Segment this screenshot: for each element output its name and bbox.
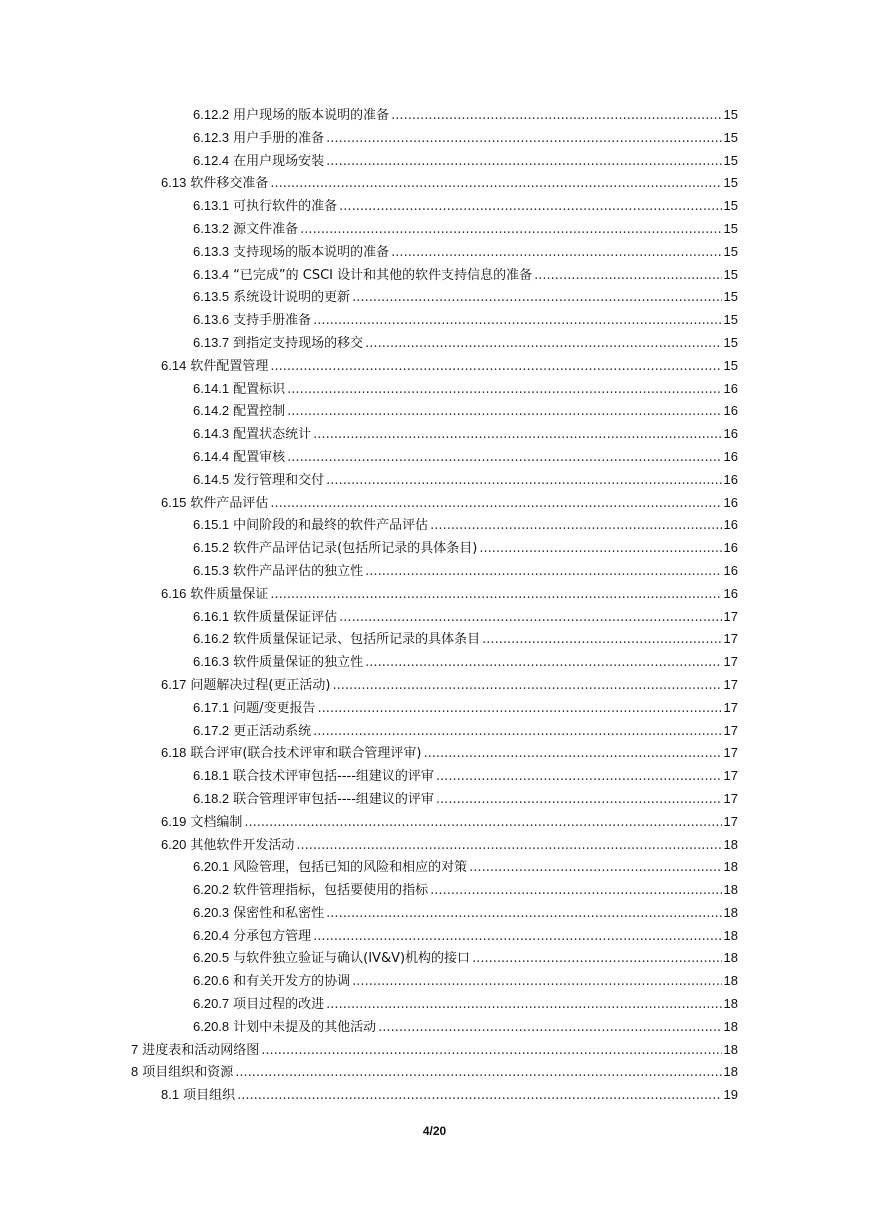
toc-entry-title: 问题解决过程(更正活动)	[190, 677, 331, 693]
toc-entry-number: 6.13.5	[193, 289, 230, 305]
dot-leader	[326, 128, 721, 151]
toc-entry-content	[193, 150, 738, 174]
toc-entry-page: 15	[723, 152, 738, 168]
toc-entry-title: “已完成”的 CSCI 设计和其他的软件支持信息的准备	[233, 267, 533, 283]
toc-entry[interactable]	[0, 560, 869, 583]
dot-leader	[296, 835, 721, 858]
toc-entry-title: 在用户现场安装	[233, 153, 325, 169]
toc-entry-content	[193, 947, 738, 971]
dot-leader	[270, 584, 721, 607]
toc-entry-number: 6.13.3	[193, 243, 230, 259]
dot-leader	[339, 607, 721, 630]
toc-entry-content	[193, 241, 738, 265]
toc-entry-number: 6.18	[161, 745, 187, 761]
dot-leader	[313, 926, 721, 949]
toc-entry-title: 用户现场的版本说明的准备	[233, 108, 390, 123]
toc-entry-number: 6.14	[161, 357, 187, 373]
toc-entry-number: 7	[131, 1041, 139, 1057]
toc-entry-page: 16	[723, 448, 738, 464]
toc-entry[interactable]	[0, 355, 869, 378]
toc-entry-title: 项目过程的改进	[233, 997, 325, 1013]
toc-entry-content	[193, 264, 738, 288]
toc-entry-content	[193, 127, 738, 151]
dot-leader	[237, 1085, 721, 1108]
toc-entry-content	[193, 902, 738, 926]
toc-entry-page: 17	[723, 676, 738, 692]
toc-entry-number: 6.12.3	[193, 129, 230, 145]
toc-entry-page: 15	[723, 198, 738, 214]
toc-entry-page: 18	[723, 836, 738, 852]
dot-leader	[313, 424, 721, 447]
toc-entry-page: 18	[723, 859, 738, 875]
dot-leader	[479, 538, 721, 561]
toc-entry-number: 6.13.1	[193, 198, 230, 214]
toc-entry-number: 6.15.2	[193, 540, 230, 556]
toc-entry-page: 16	[723, 403, 738, 419]
toc-entry-content	[193, 423, 738, 447]
toc-entry[interactable]	[0, 195, 869, 218]
dot-leader	[352, 287, 721, 310]
toc-entry-content	[193, 514, 738, 538]
dot-leader	[430, 515, 721, 538]
dot-leader	[436, 789, 722, 812]
dot-leader	[318, 698, 722, 721]
toc-entry-number: 6.13.4	[193, 266, 230, 282]
toc-entry-number: 6.20.7	[193, 996, 230, 1012]
toc-entry[interactable]	[0, 1061, 869, 1084]
toc-entry-content	[193, 446, 738, 470]
toc-entry-content	[193, 925, 738, 949]
toc-entry-page: 17	[723, 631, 738, 647]
toc-entry-page: 15	[723, 220, 738, 236]
dot-leader	[352, 971, 721, 994]
toc-entry-number: 6.16.3	[193, 654, 230, 670]
toc-entry[interactable]	[0, 583, 869, 606]
toc-entry[interactable]	[0, 697, 869, 720]
toc-entry-page: 15	[723, 107, 738, 122]
toc-entry-number: 6.16	[161, 585, 187, 601]
toc-entry-title: 问题/变更报告	[233, 700, 316, 716]
toc-entry-title: 软件质量保证评估	[233, 609, 338, 625]
dot-leader	[270, 493, 721, 516]
toc-entry-content	[161, 742, 738, 766]
toc-entry[interactable]	[0, 742, 869, 765]
toc-entry-number: 6.20.3	[193, 904, 230, 920]
toc-entry-content	[193, 993, 738, 1017]
toc-entry[interactable]	[0, 1084, 869, 1107]
toc-entry-content	[193, 856, 738, 880]
toc-entry-title: 联合评审(联合技术评审和联合管理评审)	[190, 746, 422, 762]
toc-entry-content	[161, 1084, 738, 1108]
toc-entry-title: 计划中未提及的其他活动	[233, 1019, 377, 1035]
toc-entry-title: 可执行软件的准备	[233, 199, 338, 215]
dot-leader	[482, 629, 721, 652]
toc-entry-page: 18	[723, 996, 738, 1012]
dot-leader	[365, 561, 721, 584]
toc-entry[interactable]	[0, 788, 869, 811]
dot-leader	[339, 196, 721, 219]
dot-leader	[244, 812, 721, 835]
toc-entry[interactable]	[0, 720, 869, 743]
dot-leader	[332, 675, 721, 698]
toc-entry[interactable]	[0, 446, 869, 469]
toc-entry-title: 联合技术评审包括----组建议的评审	[233, 769, 434, 785]
dot-leader	[300, 219, 721, 242]
toc-entry-title: 发行管理和交付	[233, 472, 325, 488]
toc-entry[interactable]	[0, 309, 869, 332]
toc-entry-title: 与软件独立验证与确认(IV&V)机构的接口	[233, 951, 471, 967]
toc-entry-number: 6.20.1	[193, 859, 230, 875]
toc-entry-number: 6.14.5	[193, 471, 230, 487]
toc-entry-number: 6.20.6	[193, 973, 230, 989]
toc-entry-title: 软件产品评估	[190, 495, 269, 511]
toc-entry-content	[193, 720, 738, 744]
toc-entry-page: 15	[723, 243, 738, 259]
dot-leader	[391, 105, 721, 128]
toc-entry-page: 18	[723, 904, 738, 920]
toc-entry[interactable]	[0, 993, 869, 1016]
toc-entry-page: 15	[723, 289, 738, 305]
toc-entry-number: 6.15.1	[193, 517, 230, 533]
toc-entry-content	[161, 355, 738, 379]
toc-entry-title: 其他软件开发活动	[190, 837, 295, 853]
toc-entry-page: 18	[723, 882, 738, 898]
toc-entry-title: 项目组织和资源	[142, 1065, 234, 1081]
toc-entry-title: 和有关开发方的协调	[233, 974, 351, 990]
toc-entry-number: 6.20.4	[193, 927, 230, 943]
toc-entry-number: 6.14.1	[193, 380, 230, 396]
dot-leader	[430, 880, 721, 903]
dot-leader	[472, 948, 721, 971]
toc-entry-number: 6.19	[161, 813, 187, 829]
toc-entry-page: 18	[723, 927, 738, 943]
toc-entry-content	[161, 492, 738, 516]
toc-entry-page: 15	[723, 312, 738, 328]
dot-leader	[469, 857, 721, 880]
toc-entry[interactable]	[0, 332, 869, 355]
toc-entry[interactable]	[0, 1016, 869, 1039]
toc-entry-title: 文档编制	[190, 814, 243, 830]
toc-entry-content	[131, 1061, 738, 1085]
toc-entry-number: 6.15	[161, 494, 187, 510]
toc-entry-content	[193, 469, 738, 493]
toc-entry-title: 软件产品评估的独立性	[233, 563, 364, 579]
toc-entry-title: 配置控制	[233, 404, 286, 420]
toc-entry[interactable]	[0, 811, 869, 834]
toc-entry-title: 联合管理评审包括----组建议的评审	[233, 791, 434, 807]
toc-entry-number: 6.18.1	[193, 768, 230, 784]
toc-entry-content	[193, 1016, 738, 1040]
toc-entry-content	[193, 218, 738, 242]
toc-entry-title: 支持手册准备	[233, 313, 312, 329]
toc-entry[interactable]	[0, 674, 869, 697]
table-of-contents	[0, 104, 869, 1107]
toc-entry-page: 15	[723, 266, 738, 282]
toc-entry-title: 配置标识	[233, 381, 286, 397]
toc-entry[interactable]	[0, 241, 869, 264]
toc-entry-page: 17	[723, 790, 738, 806]
toc-entry-content	[193, 628, 738, 652]
toc-entry-page: 17	[723, 722, 738, 738]
toc-entry-page: 17	[723, 745, 738, 761]
toc-entry-content	[193, 332, 738, 356]
toc-entry-content	[193, 286, 738, 310]
toc-entry[interactable]	[0, 856, 869, 879]
dot-leader	[378, 1017, 721, 1040]
toc-entry[interactable]	[0, 606, 869, 629]
dot-leader	[313, 310, 721, 333]
toc-entry-page: 15	[723, 175, 738, 191]
toc-entry-content	[193, 195, 738, 219]
toc-entry-number: 6.14.4	[193, 448, 230, 464]
toc-entry-number: 6.13.2	[193, 220, 230, 236]
toc-entry-page: 18	[723, 1041, 738, 1057]
toc-entry-number: 6.20.2	[193, 882, 230, 898]
toc-entry-content	[161, 834, 738, 858]
toc-entry[interactable]	[0, 970, 869, 993]
toc-entry[interactable]	[0, 150, 869, 173]
dot-leader	[287, 379, 721, 402]
toc-entry-page: 17	[723, 608, 738, 624]
toc-entry[interactable]	[0, 400, 869, 423]
toc-entry-page: 17	[723, 813, 738, 829]
toc-entry-title: 分承包方管理	[233, 928, 312, 944]
toc-entry-title: 软件管理指标，包括要使用的指标	[233, 883, 429, 899]
toc-entry-title: 更正活动系统	[233, 723, 312, 739]
dot-leader	[436, 766, 722, 789]
toc-entry-content	[161, 172, 738, 196]
toc-entry-page: 18	[723, 950, 738, 966]
toc-entry-title: 用户手册的准备	[233, 130, 325, 146]
dot-leader	[534, 265, 721, 288]
dot-leader	[235, 1062, 721, 1085]
dot-leader	[423, 743, 721, 766]
toc-entry[interactable]	[0, 537, 869, 560]
toc-entry[interactable]	[0, 286, 869, 309]
toc-entry-page: 16	[723, 426, 738, 442]
toc-entry[interactable]	[0, 264, 869, 287]
toc-entry-title: 源文件准备	[233, 221, 299, 237]
toc-entry-content	[193, 378, 738, 402]
toc-entry[interactable]	[0, 378, 869, 401]
toc-entry[interactable]	[0, 765, 869, 788]
toc-entry-page: 16	[723, 540, 738, 556]
toc-entry-title: 软件移交准备	[190, 176, 269, 192]
toc-entry-content	[193, 400, 738, 424]
toc-entry-content	[193, 651, 738, 675]
toc-entry-content	[193, 788, 738, 812]
toc-entry-content	[161, 674, 738, 698]
toc-entry-title: 支持现场的版本说明的准备	[233, 244, 390, 260]
toc-entry-content	[193, 537, 738, 561]
dot-leader	[326, 994, 721, 1017]
toc-entry-number: 6.14.3	[193, 426, 230, 442]
toc-entry-content	[161, 583, 738, 607]
toc-entry[interactable]	[0, 127, 869, 150]
toc-entry-number: 6.17.1	[193, 699, 230, 715]
toc-entry-title: 软件配置管理	[190, 358, 269, 374]
toc-entry-content	[193, 606, 738, 630]
toc-entry-content	[161, 811, 738, 835]
toc-entry-title: 到指定支持现场的移交	[233, 335, 364, 351]
dot-leader	[313, 721, 721, 744]
toc-entry[interactable]	[0, 492, 869, 515]
dot-leader	[261, 1040, 721, 1063]
toc-entry-content	[193, 970, 738, 994]
toc-entry[interactable]	[0, 104, 869, 127]
toc-entry-page: 19	[723, 1087, 738, 1103]
toc-entry-content	[131, 1039, 738, 1063]
toc-entry[interactable]	[0, 628, 869, 651]
toc-entry-page: 15	[723, 334, 738, 350]
toc-entry-content	[193, 560, 738, 584]
toc-entry-page: 18	[723, 1064, 738, 1080]
toc-entry-number: 6.13.7	[193, 334, 230, 350]
toc-entry-title: 进度表和活动网络图	[142, 1042, 260, 1058]
toc-entry-title: 系统设计说明的更新	[233, 290, 351, 306]
toc-entry-number: 6.13.6	[193, 312, 230, 328]
toc-entry-number: 6.13	[161, 175, 187, 191]
toc-entry-page: 17	[723, 768, 738, 784]
toc-entry-page: 15	[723, 357, 738, 373]
dot-leader	[326, 903, 721, 926]
toc-entry-title: 软件质量保证	[190, 586, 269, 602]
dot-leader	[391, 242, 721, 265]
toc-entry-content	[193, 879, 738, 903]
toc-entry[interactable]	[0, 469, 869, 492]
dot-leader	[270, 356, 721, 379]
dot-leader	[287, 447, 721, 470]
toc-entry-page: 16	[723, 494, 738, 510]
toc-entry-number: 6.17	[161, 676, 187, 692]
toc-entry[interactable]	[0, 902, 869, 925]
toc-entry-page: 17	[723, 699, 738, 715]
toc-entry-number: 6.14.2	[193, 403, 230, 419]
toc-entry-title: 配置审核	[233, 449, 286, 465]
toc-entry-content	[193, 765, 738, 789]
toc-entry-title: 配置状态统计	[233, 427, 312, 443]
toc-entry[interactable]	[0, 514, 869, 537]
dot-leader	[326, 470, 721, 493]
toc-entry-number: 6.20.8	[193, 1018, 230, 1034]
dot-leader	[365, 652, 721, 675]
toc-entry-title: 项目组织	[183, 1088, 236, 1104]
toc-entry-number: 8.1	[161, 1087, 180, 1103]
toc-entry-number: 6.20	[161, 836, 187, 852]
toc-entry-page: 17	[723, 654, 738, 670]
toc-entry-number: 6.18.2	[193, 790, 230, 806]
page-number: 4/20	[422, 1124, 447, 1138]
toc-entry-content	[193, 697, 738, 721]
toc-entry-page: 16	[723, 562, 738, 578]
toc-entry-title: 软件产品评估记录(包括所记录的具体条目)	[233, 541, 478, 557]
toc-entry-title: 保密性和私密性	[233, 905, 325, 921]
toc-entry-number: 6.12.2	[193, 107, 230, 122]
toc-entry[interactable]	[0, 218, 869, 241]
toc-entry-content	[193, 309, 738, 333]
toc-entry[interactable]	[0, 172, 869, 195]
toc-entry-page: 18	[723, 973, 738, 989]
toc-entry-number: 6.16.1	[193, 608, 230, 624]
toc-entry-number: 6.20.5	[193, 950, 230, 966]
dot-leader	[287, 401, 721, 424]
dot-leader	[326, 151, 721, 174]
toc-entry-page: 16	[723, 380, 738, 396]
toc-entry-title: 风险管理，包括已知的风险和相应的对策	[233, 860, 468, 876]
toc-entry-page: 15	[723, 129, 738, 145]
toc-entry[interactable]	[0, 834, 869, 857]
toc-entry-title: 中间阶段的和最终的软件产品评估	[233, 518, 429, 534]
toc-entry-number: 6.15.3	[193, 562, 230, 578]
toc-entry-content	[193, 104, 738, 128]
toc-entry[interactable]	[0, 1039, 869, 1062]
toc-entry-page: 16	[723, 517, 738, 533]
toc-entry[interactable]	[0, 947, 869, 970]
toc-entry-number: 6.17.2	[193, 722, 230, 738]
toc-entry-page: 16	[723, 585, 738, 601]
toc-entry[interactable]	[0, 423, 869, 446]
toc-entry[interactable]	[0, 925, 869, 948]
toc-entry-page: 18	[723, 1018, 738, 1034]
dot-leader	[270, 173, 721, 196]
toc-entry-page: 16	[723, 471, 738, 487]
toc-entry-number: 8	[131, 1064, 139, 1080]
toc-entry-number: 6.16.2	[193, 631, 230, 647]
toc-entry-number: 6.12.4	[193, 152, 230, 168]
toc-entry-title: 软件质量保证记录、包括所记录的具体条目	[233, 632, 481, 648]
toc-entry[interactable]	[0, 879, 869, 902]
toc-entry[interactable]	[0, 651, 869, 674]
toc-entry-title: 软件质量保证的独立性	[233, 655, 364, 671]
dot-leader	[365, 333, 721, 356]
